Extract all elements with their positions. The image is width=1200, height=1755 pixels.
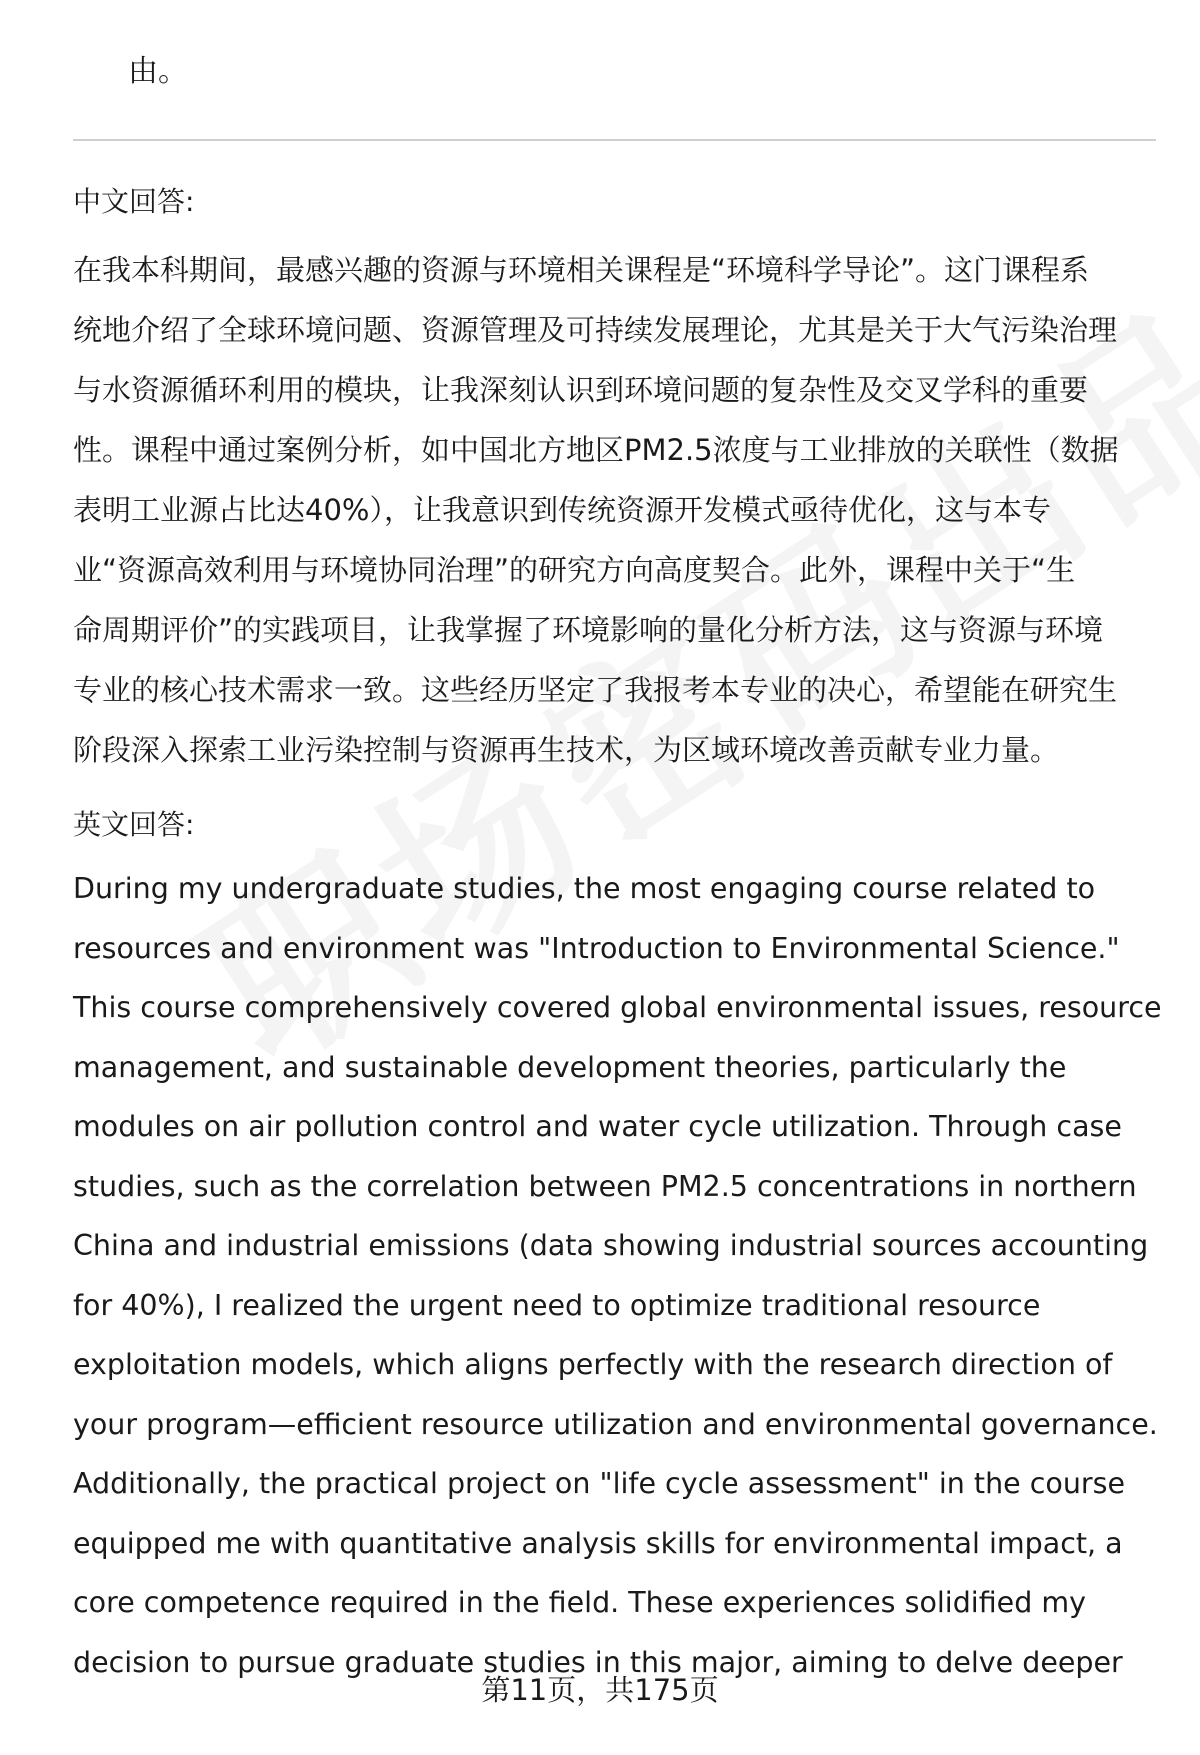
chinese-answer-line: 业“资源高效利用与环境协同治理”的研究方向高度契合。此外，课程中关于“生 — [73, 553, 1076, 587]
chinese-answer-line: 与水资源循环利用的模块，让我深刻认识到环境问题的复杂性及交叉学科的重要 — [73, 373, 1089, 407]
previous-paragraph-tail: 由。 — [128, 54, 188, 89]
section-divider — [73, 139, 1156, 141]
english-answer-line: modules on air pollution control and water cycle utilization. Through case — [73, 1110, 1122, 1143]
english-answer-line: equipped me with quantitative analysis skills for environmental impact, a — [73, 1526, 1123, 1560]
english-answer-line: resources and environment was "Introduction to Environmental Science." — [73, 931, 1120, 965]
chinese-answer-line: 专业的核心技术需求一致。这些经历坚定了我报考本专业的决心，希望能在研究生 — [73, 673, 1118, 707]
english-answer-line: studies, such as the correlation between PM2.5 concentrations in northern — [73, 1169, 1137, 1203]
english-answer-label: 英文回答: — [73, 808, 195, 841]
page-number-footer: 第11页，共175页 — [481, 1673, 719, 1707]
english-answer-line: your program—efficient resource utilization and environmental governance. — [73, 1407, 1158, 1441]
english-answer-line: core competence required in the field. These experiences solidified my — [73, 1586, 1086, 1619]
chinese-answer-label: 中文回答: — [73, 185, 195, 218]
chinese-answer-line: 统地介绍了全球环境问题、资源管理及可持续发展理论，尤其是关于大气污染治理 — [73, 313, 1118, 347]
english-answer-paragraph — [73, 859, 1163, 1692]
english-answer-line: for 40%), I realized the urgent need to optimize traditional resource — [73, 1288, 1041, 1322]
chinese-answer-line: 表明工业源占比达40%），让我意识到传统资源开发模式亟待优化，这与本专 — [73, 493, 1051, 527]
english-answer-line: Additionally, the practical project on "life cycle assessment" in the course — [73, 1467, 1126, 1500]
english-answer-line: During my undergraduate studies, the most engaging course related to — [73, 872, 1096, 905]
english-answer-line: This course comprehensively covered global environmental issues, resource — [73, 991, 1162, 1024]
english-answer-line: management, and sustainable development theories, particularly the — [73, 1050, 1067, 1084]
english-answer-line: China and industrial emissions (data showing industrial sources accounting — [73, 1229, 1149, 1262]
chinese-answer-line: 命周期评价”的实践项目，让我掌握了环境影响的量化分析方法，这与资源与环境 — [73, 613, 1104, 647]
english-answer-line: decision to pursue graduate studies in this major, aiming to delve deeper — [73, 1645, 1123, 1679]
chinese-answer-paragraph — [73, 240, 1153, 780]
english-answer-line: exploitation models, which aligns perfectly with the research direction of — [73, 1348, 1113, 1381]
chinese-answer-line: 性。课程中通过案例分析，如中国北方地区PM2.5浓度与工业排放的关联性（数据 — [73, 433, 1119, 467]
chinese-answer-line: 阶段深入探索工业污染控制与资源再生技术，为区域环境改善贡献专业力量。 — [73, 733, 1060, 767]
chinese-answer-line: 在我本科期间，最感兴趣的资源与环境相关课程是“环境科学导论”。这门课程系 — [73, 253, 1090, 287]
